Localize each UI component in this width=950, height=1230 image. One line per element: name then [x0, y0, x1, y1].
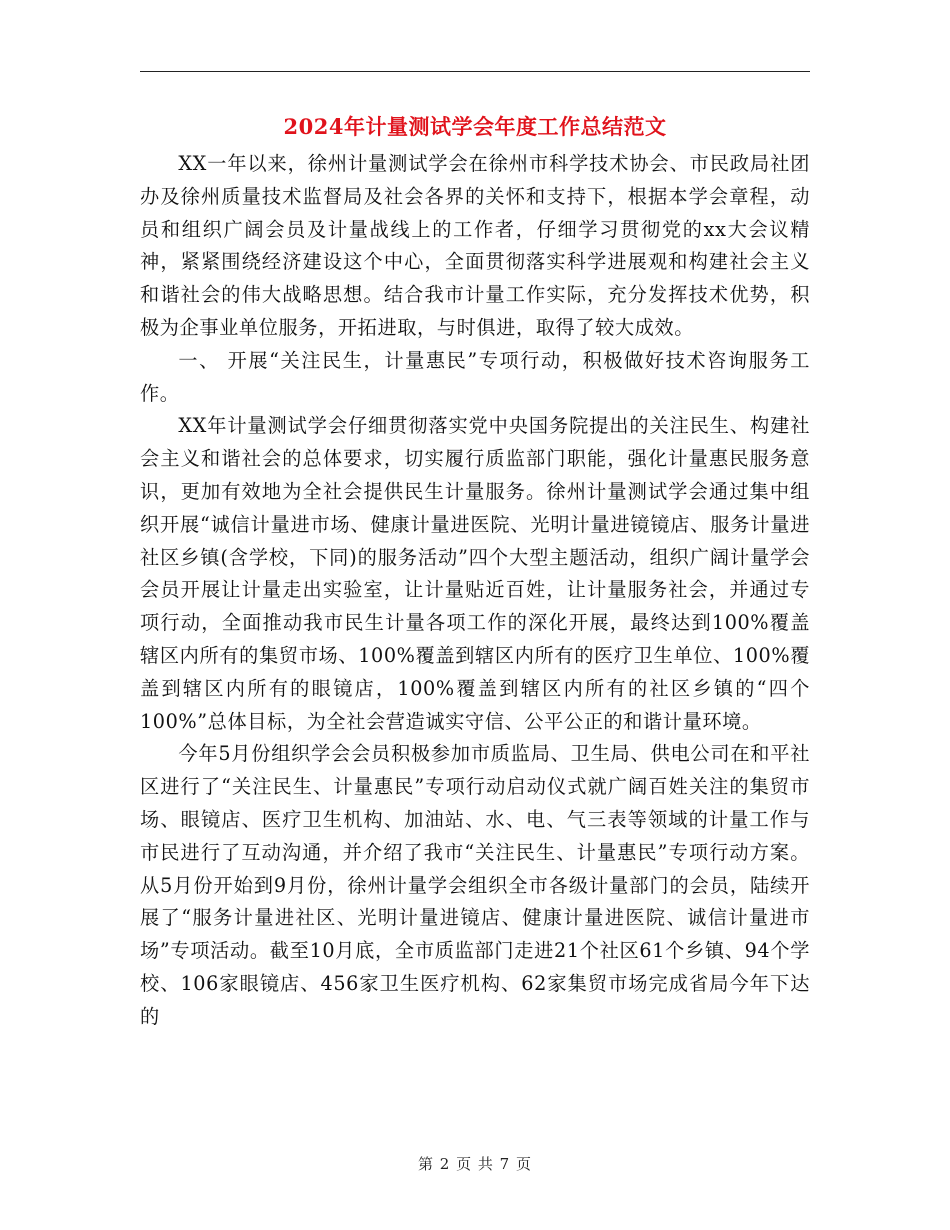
page-number-footer: 第 2 页 共 7 页 — [418, 1155, 532, 1173]
section-heading-1: 一、 开展“关注民生，计量惠民”专项行动，积极做好技术咨询服务工作。 — [140, 348, 810, 405]
document-body — [140, 148, 810, 1034]
header-rule — [140, 71, 810, 72]
paragraph-intro: XX一年以来，徐州计量测试学会在徐州市科学技术协会、市民政局社团办及徐州质量技术监督局及社会各界的关怀和支持下，根据本学会章程，动员和组织广阔会员及计量战线上的工作者，仔细学习贯彻党的xx大会议精神，紧紧围绕经济建设这个中心，全面贯彻落实科学进展观和构建社会主义和谐社会的伟大战略思想。结合我市计量工作实际，充分发挥技术优势，积极为企事业单位服务，开拓进取，与时俱进，取得了较大成效。 — [140, 152, 810, 339]
document-title: 2024年计量测试学会年度工作总结范文 — [283, 114, 667, 139]
paragraph-may-activities: 今年5月份组织学会会员积极参加市质监局、卫生局、供电公司在和平社区进行了“关注民生、计量惠民”专项行动启动仪式就广阔百姓关注的集贸市场、眼镜店、医疗卫生机构、加油站、水、电、气三表等领域的计量工作与市民进行了互动沟通，并介绍了我市“关注民生、计量惠民”专项行动方案。从5月份开始到9月份，徐州计量学会组织全市各级计量部门的会员，陆续开展了“服务计量进社区、光明计量进镜店、健康计量进医院、诚信计量进市场”专项活动。截至10月底，全市质监部门走进21个社区61个乡镇、94个学校、106家眼镜店、456家卫生医疗机构、62家集贸市场完成省局今年下达的 — [140, 742, 810, 1028]
paragraph-section-1: XX年计量测试学会仔细贯彻落实党中央国务院提出的关注民生、构建社会主义和谐社会的总体要求，切实履行质监部门职能，强化计量惠民服务意识，更加有效地为全社会提供民生计量服务。徐州计量测试学会通过集中组织开展“诚信计量进市场、健康计量进医院、光明计量进镜镜店、服务计量进社区乡镇(含学校，下同)的服务活动”四个大型主题活动，组织广阔计量学会会员开展让计量走出实验室，让计量贴近百姓，让计量服务社会，并通过专项行动，全面推动我市民生计量各项工作的深化开展，最终达到100%覆盖辖区内所有的集贸市场、100%覆盖到辖区内所有的医疗卫生单位、100%覆盖到辖区内所有的眼镜店，100%覆盖到辖区内所有的社区乡镇的“四个100%”总体目标，为全社会营造诚实守信、公平公正的和谐计量环境。 — [140, 414, 810, 733]
